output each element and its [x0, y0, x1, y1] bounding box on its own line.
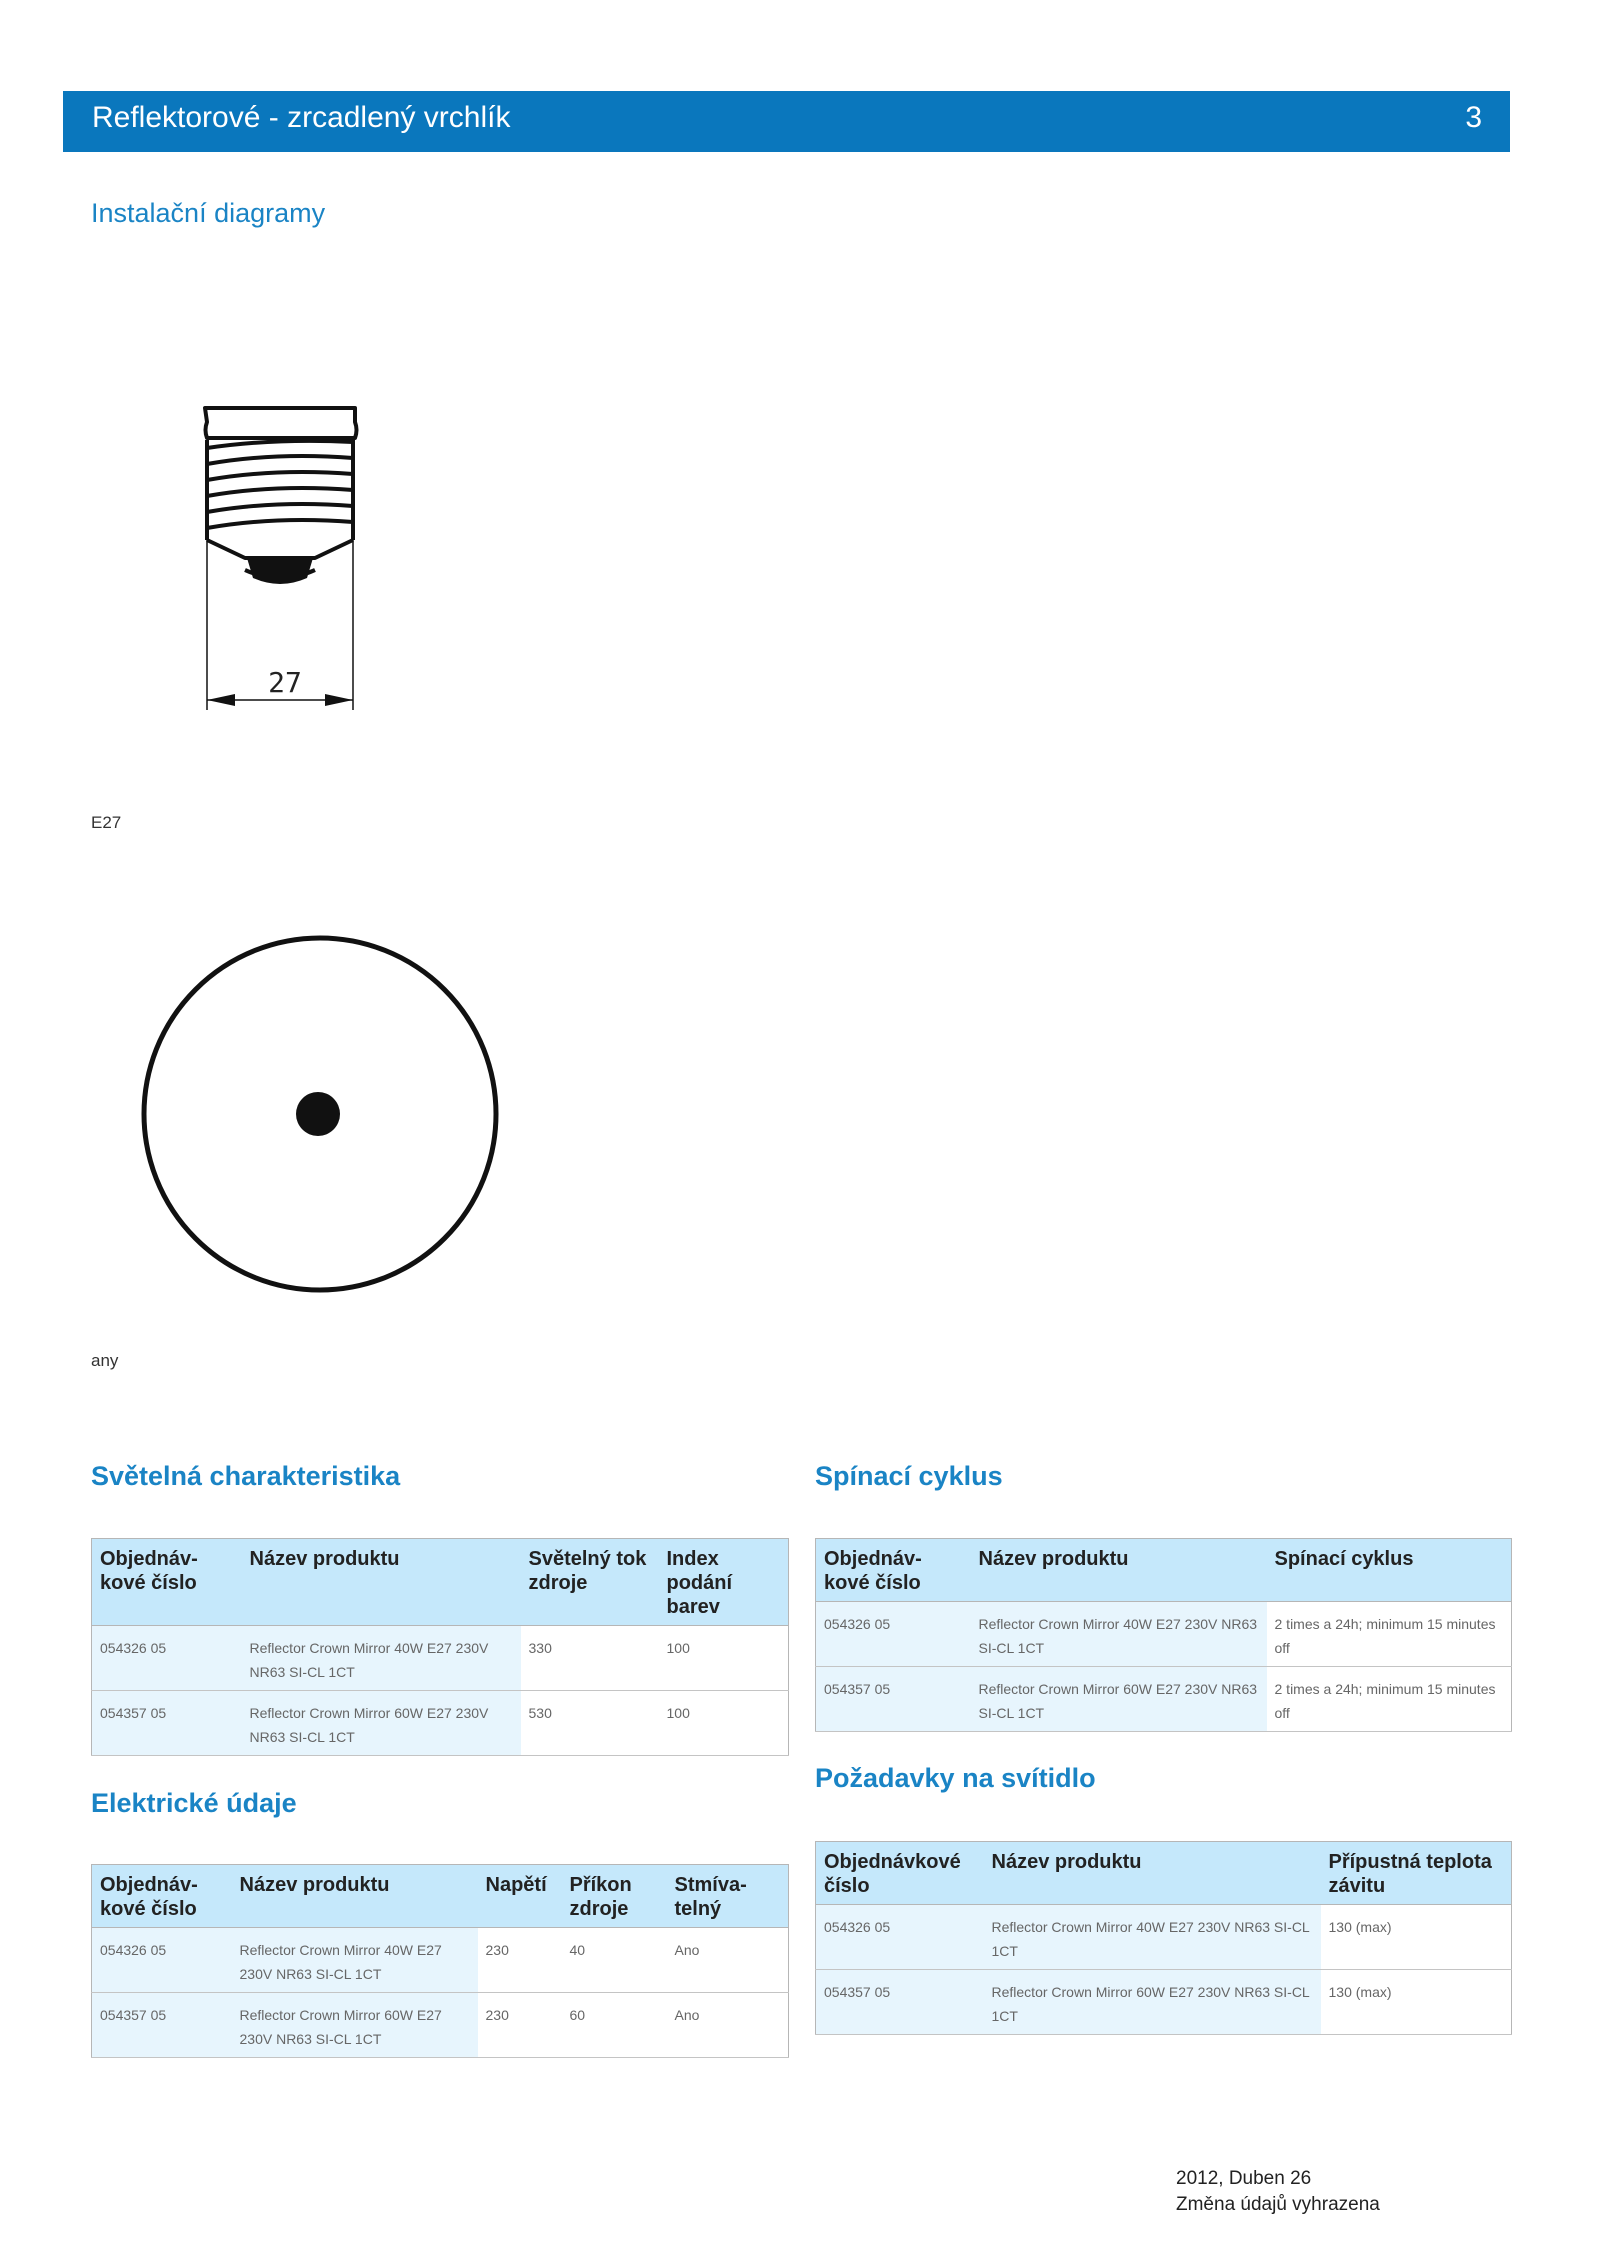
table-cell: 054326 05 — [816, 1602, 971, 1667]
table-cell: 60 — [562, 1993, 667, 2058]
table-cell: Reflector Crown Mirror 60W E27 230V NR63 SI-CL 1CT — [971, 1667, 1267, 1732]
table-cell: 230 — [478, 1928, 562, 1993]
table-cell: 330 — [521, 1626, 659, 1691]
table-cell: 130 (max) — [1321, 1970, 1512, 2035]
table-cell: 2 times a 24h; minimum 15 minutes off — [1267, 1602, 1512, 1667]
table-row — [92, 1928, 789, 1993]
table-cell: 054357 05 — [816, 1667, 971, 1732]
table-row — [92, 1691, 789, 1756]
center-dot — [296, 1092, 340, 1136]
column-header: Objednávkové číslo — [816, 1842, 984, 1905]
table-row — [816, 1602, 1512, 1667]
e27-base-diagram — [195, 400, 375, 720]
section-title-light: Světelná charakteristika — [91, 1461, 401, 1491]
luminaire-table — [815, 1841, 1512, 2035]
column-header: Světelný tok zdroje — [521, 1539, 659, 1626]
table-cell: 130 (max) — [1321, 1905, 1512, 1970]
table-cell: 100 — [659, 1691, 789, 1756]
column-header: Název produktu — [232, 1865, 478, 1928]
table-cell: 2 times a 24h; minimum 15 minutes off — [1267, 1667, 1512, 1732]
table-cell: 230 — [478, 1993, 562, 2058]
column-header: Objednáv-kové číslo — [92, 1865, 232, 1928]
electrical-table — [91, 1864, 789, 2058]
column-header: Objednáv-kové číslo — [816, 1539, 971, 1602]
footer-date: 2012, Duben 26 — [1176, 2168, 1312, 2189]
page-title: Reflektorové - zrcadlený vrchlík — [92, 101, 511, 134]
table-row — [816, 1970, 1512, 2035]
header-bar — [63, 91, 1510, 152]
column-header: Název produktu — [971, 1539, 1267, 1602]
table-header-row — [92, 1865, 789, 1928]
table-cell: 530 — [521, 1691, 659, 1756]
column-header: Index podání barev — [659, 1539, 789, 1626]
table-row — [92, 1993, 789, 2058]
table-cell: 054326 05 — [816, 1905, 984, 1970]
table-cell: 40 — [562, 1928, 667, 1993]
table-cell: Reflector Crown Mirror 40W E27 230V NR63 SI-CL 1CT — [242, 1626, 521, 1691]
table-row — [92, 1626, 789, 1691]
column-header: Spínací cyklus — [1267, 1539, 1512, 1602]
table-header-row — [92, 1539, 789, 1626]
column-header: Přípustná teplota závitu — [1321, 1842, 1512, 1905]
table-cell: Reflector Crown Mirror 60W E27 230V NR63 SI-CL 1CT — [232, 1993, 478, 2058]
section-title-electrical: Elektrické údaje — [91, 1788, 297, 1818]
table-cell: Ano — [667, 1993, 789, 2058]
switching-table — [815, 1538, 1512, 1732]
table-row — [816, 1905, 1512, 1970]
table-header-row — [816, 1842, 1512, 1905]
column-header: Stmíva-telný — [667, 1865, 789, 1928]
table-cell: 100 — [659, 1626, 789, 1691]
section-subtitle: Instalační diagramy — [91, 198, 326, 228]
footer-note: Změna údajů vyhrazena — [1176, 2194, 1380, 2215]
base-contact — [247, 558, 313, 584]
light-table — [91, 1538, 789, 1756]
table-cell: Reflector Crown Mirror 60W E27 230V NR63 SI-CL 1CT — [242, 1691, 521, 1756]
table-cell: 054357 05 — [92, 1993, 232, 2058]
table-cell: 054357 05 — [92, 1691, 242, 1756]
table-cell: Reflector Crown Mirror 60W E27 230V NR63 SI-CL 1CT — [984, 1970, 1321, 2035]
column-header: Příkon zdroje — [562, 1865, 667, 1928]
dimension-label: 27 — [268, 666, 302, 699]
table-cell: Reflector Crown Mirror 40W E27 230V NR63 SI-CL 1CT — [984, 1905, 1321, 1970]
table-cell: Reflector Crown Mirror 40W E27 230V NR63 SI-CL 1CT — [971, 1602, 1267, 1667]
footer — [1176, 2166, 1380, 2218]
table-cell: 054326 05 — [92, 1626, 242, 1691]
column-header: Objednáv-kové číslo — [92, 1539, 242, 1626]
column-header: Název produktu — [242, 1539, 521, 1626]
column-header: Název produktu — [984, 1842, 1321, 1905]
burning-position-diagram — [135, 925, 505, 1295]
page-number: 3 — [1465, 101, 1482, 134]
diagram-caption-e27: E27 — [91, 813, 122, 832]
table-header-row — [816, 1539, 1512, 1602]
table-row — [816, 1667, 1512, 1732]
table-cell: 054326 05 — [92, 1928, 232, 1993]
section-title-luminaire: Požadavky na svítidlo — [815, 1763, 1096, 1793]
diagram-caption-any: any — [91, 1351, 119, 1370]
table-cell: Ano — [667, 1928, 789, 1993]
table-cell: Reflector Crown Mirror 40W E27 230V NR63 SI-CL 1CT — [232, 1928, 478, 1993]
table-cell: 054357 05 — [816, 1970, 984, 2035]
column-header: Napětí — [478, 1865, 562, 1928]
section-title-switching: Spínací cyklus — [815, 1461, 1003, 1491]
